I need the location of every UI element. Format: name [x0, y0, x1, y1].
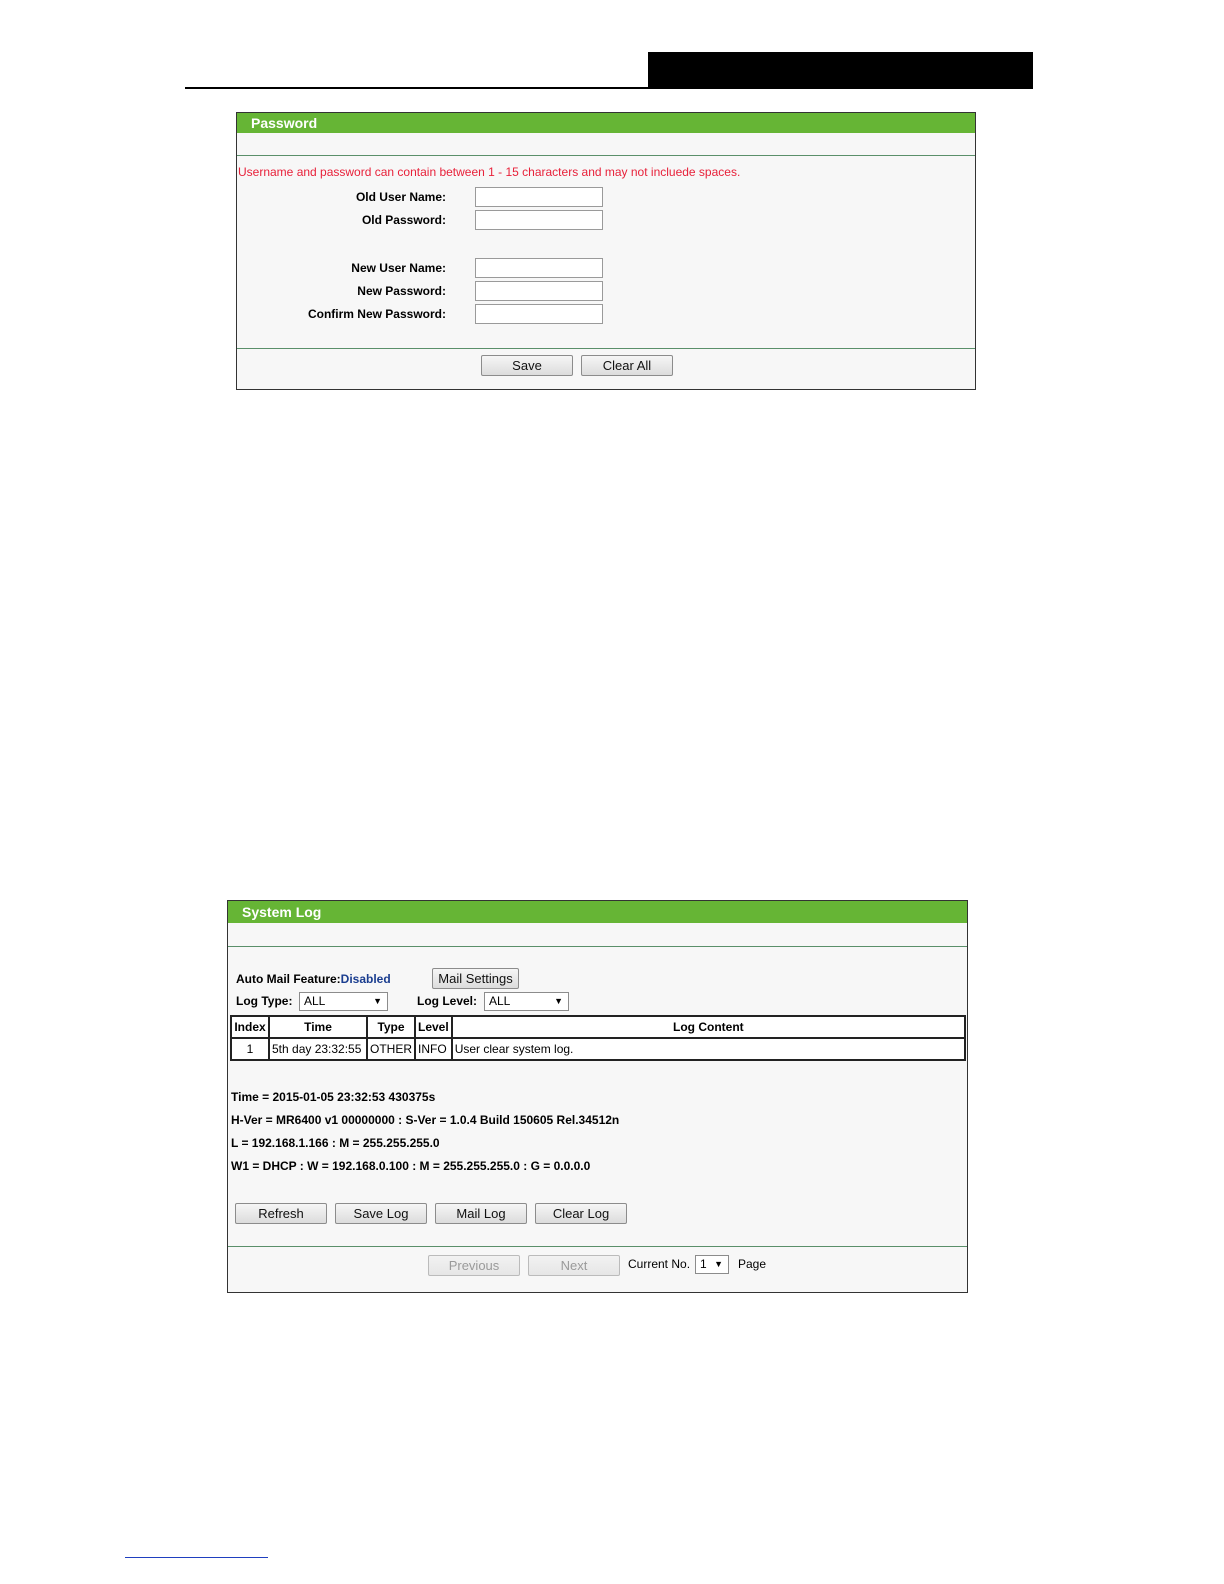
new-user-name-input[interactable] [475, 258, 603, 278]
log-level-select[interactable] [484, 992, 569, 1011]
cell-time: 5th day 23:32:55 [269, 1038, 367, 1060]
auto-mail-row [236, 972, 391, 986]
clear-log-button[interactable]: Clear Log [535, 1203, 627, 1224]
info-time: Time = 2015-01-05 23:32:53 430375s [231, 1090, 436, 1104]
cell-index: 1 [231, 1038, 269, 1060]
panel-title: Password [237, 113, 975, 133]
chevron-down-icon: ▼ [373, 996, 382, 1006]
log-level-value: ALL [489, 994, 511, 1008]
log-level-label: Log Level: [417, 994, 478, 1008]
page-label: Page [738, 1257, 767, 1271]
current-page-select[interactable] [695, 1255, 729, 1274]
column-header: Level [415, 1016, 452, 1038]
save-log-button[interactable]: Save Log [335, 1203, 427, 1224]
log-type-label: Log Type: [236, 994, 293, 1008]
column-header: Type [367, 1016, 415, 1038]
old-password-input[interactable] [475, 210, 603, 230]
footer-link-underline [125, 1557, 268, 1558]
cell-content: User clear system log. [452, 1038, 965, 1060]
new-password-input[interactable] [475, 281, 603, 301]
divider [228, 946, 967, 947]
confirm-password-label: Confirm New Password: [307, 307, 446, 321]
column-header: Time [269, 1016, 367, 1038]
chevron-down-icon: ▼ [714, 1259, 723, 1269]
new-password-label: New Password: [357, 284, 446, 298]
log-type-value: ALL [304, 994, 326, 1008]
chevron-down-icon: ▼ [554, 996, 563, 1006]
auto-mail-status: Disabled [340, 972, 391, 986]
auto-mail-label: Auto Mail Feature: [236, 972, 341, 986]
info-wan: W1 = DHCP : W = 192.168.0.100 : M = 255.255.255.0 : G = 0.0.0.0 [231, 1159, 591, 1173]
old-user-name-label: Old User Name: [355, 190, 446, 204]
log-table [230, 1015, 966, 1061]
table-header-row [231, 1016, 965, 1038]
clear-all-button[interactable]: Clear All [581, 355, 673, 376]
system-log-panel [227, 900, 968, 1293]
new-user-name-label: New User Name: [351, 261, 446, 275]
next-button[interactable]: Next [528, 1255, 620, 1276]
divider [237, 155, 975, 156]
header-black-bar [648, 52, 1033, 88]
previous-button[interactable]: Previous [428, 1255, 520, 1276]
mail-settings-button[interactable]: Mail Settings [432, 968, 519, 989]
confirm-password-input[interactable] [475, 304, 603, 324]
refresh-button[interactable]: Refresh [235, 1203, 327, 1224]
info-version: H-Ver = MR6400 v1 00000000 : S-Ver = 1.0.4 Build 150605 Rel.34512n [231, 1113, 620, 1127]
log-type-select[interactable] [299, 992, 388, 1011]
cell-level: INFO [415, 1038, 452, 1060]
column-header: Log Content [452, 1016, 965, 1038]
current-page-value: 1 [700, 1257, 707, 1271]
divider [228, 1246, 967, 1247]
password-panel [236, 112, 976, 390]
header-rule [185, 87, 1033, 89]
old-user-name-input[interactable] [475, 187, 603, 207]
old-password-label: Old Password: [361, 213, 446, 227]
panel-title: System Log [228, 901, 967, 923]
info-lan: L = 192.168.1.166 : M = 255.255.255.0 [231, 1136, 440, 1150]
cell-type: OTHER [367, 1038, 415, 1060]
column-header: Index [231, 1016, 269, 1038]
divider [237, 348, 975, 349]
current-no-label: Current No. [628, 1257, 691, 1271]
password-rules-warning: Username and password can contain between 1 - 15 characters and may not incluede spaces. [238, 165, 741, 179]
mail-log-button[interactable]: Mail Log [435, 1203, 527, 1224]
save-button[interactable]: Save [481, 355, 573, 376]
table-row [231, 1038, 965, 1060]
